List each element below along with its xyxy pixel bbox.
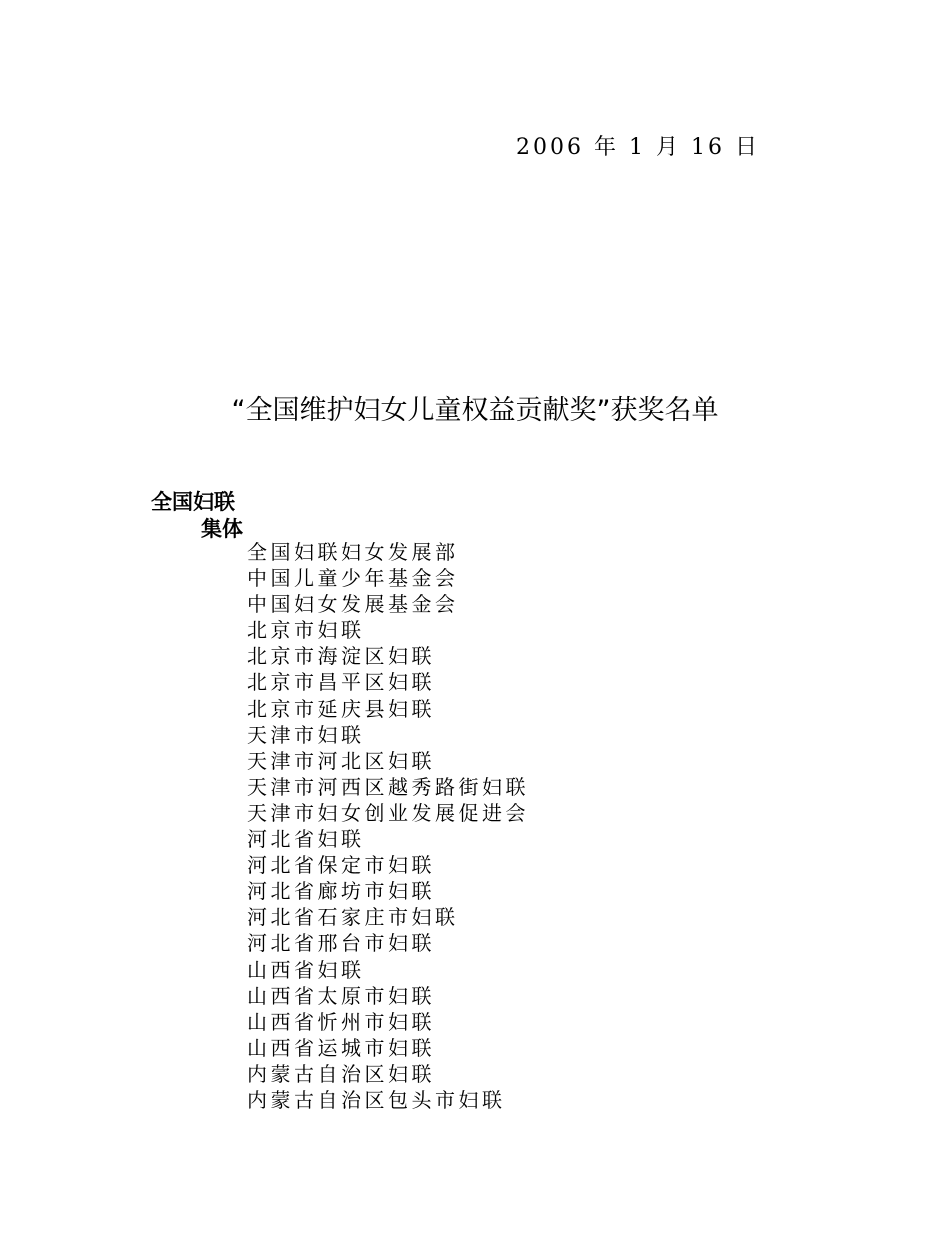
list-item: 天津市河西区越秀路街妇联 <box>247 774 529 799</box>
awardee-list <box>247 539 529 1113</box>
list-item: 全国妇联妇女发展部 <box>247 540 459 564</box>
organization-heading: 全国妇联 <box>151 490 235 514</box>
list-item: 北京市昌平区妇联 <box>247 670 435 695</box>
list-item: 天津市妇女创业发展促进会 <box>247 800 529 825</box>
list-item: 山西省忻州市妇联 <box>247 1009 435 1034</box>
document-date: 2006 年 1 月 16 日 <box>516 135 760 160</box>
list-item: 河北省妇联 <box>247 827 365 852</box>
list-item: 天津市河北区妇联 <box>247 748 435 773</box>
list-item: 中国儿童少年基金会 <box>247 566 459 591</box>
list-item: 北京市妇联 <box>247 618 365 643</box>
list-item: 河北省保定市妇联 <box>247 853 435 878</box>
list-item: 山西省运城市妇联 <box>247 1035 435 1060</box>
list-item: 河北省石家庄市妇联 <box>247 905 459 930</box>
list-item: 北京市延庆县妇联 <box>247 696 435 721</box>
list-item: 北京市海淀区妇联 <box>247 644 435 669</box>
list-item: 山西省妇联 <box>247 957 365 982</box>
list-item: 山西省太原市妇联 <box>247 983 435 1008</box>
list-item: 中国妇女发展基金会 <box>247 592 459 617</box>
category-heading: 集体 <box>201 517 243 541</box>
list-item: 河北省邢台市妇联 <box>247 931 435 956</box>
list-item: 天津市妇联 <box>247 722 365 747</box>
list-item: 内蒙古自治区包头市妇联 <box>247 1087 506 1112</box>
list-item: 内蒙古自治区妇联 <box>247 1061 435 1086</box>
document-title: “全国维护妇女儿童权益贡献奖”获奖名单 <box>231 395 719 426</box>
list-item: 河北省廊坊市妇联 <box>247 879 435 904</box>
